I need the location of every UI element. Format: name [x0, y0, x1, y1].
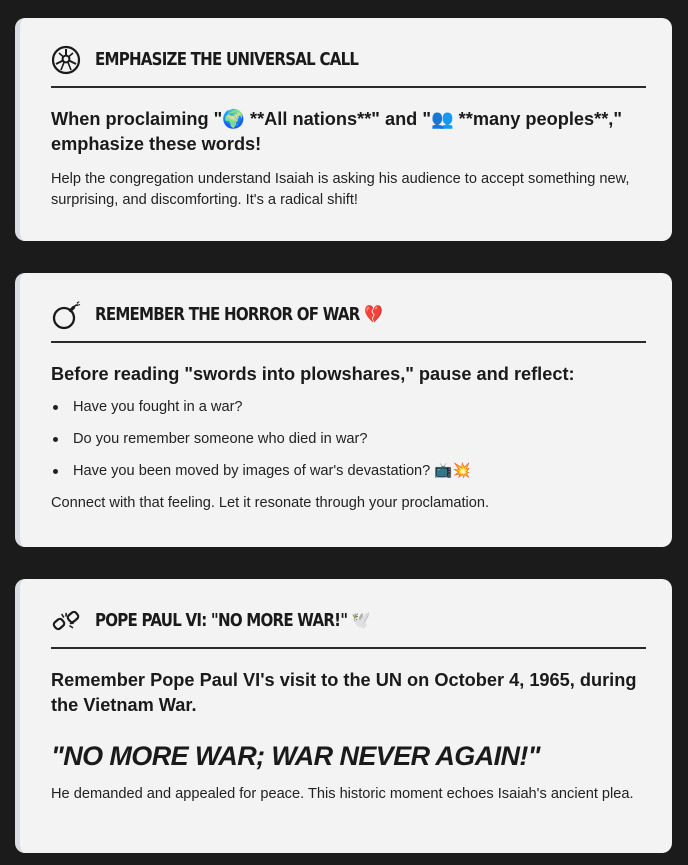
- card-body-text: Help the congregation understand Isaiah is asking his audience to accept something new, surprising, and discomforting. It's a radical shift!: [51, 171, 630, 208]
- card-title: EMPHASIZE THE UNIVERSAL CALL: [95, 50, 359, 70]
- people-circle-icon: [51, 45, 81, 75]
- card-header: [51, 40, 646, 88]
- reflection-questions-list: [51, 397, 646, 482]
- horror-of-war-card: [15, 273, 672, 547]
- bomb-icon: [51, 300, 81, 330]
- list-item: Have you been moved by images of war's devastation? 📺💥: [51, 461, 646, 482]
- card-header: [51, 601, 646, 649]
- card-title: POPE PAUL VI: "NO MORE WAR!" 🕊️: [95, 611, 370, 631]
- card-lead-text: When proclaiming "🌍 **All nations**" and "👥 **many peoples**," emphasize these words!: [51, 109, 622, 154]
- card-body-text: He demanded and appealed for peace. This historic moment echoes Isaiah's ancient plea.: [51, 786, 634, 802]
- pope-quote: "NO MORE WAR; WAR NEVER AGAIN!": [51, 741, 540, 771]
- card-lead-text: Remember Pope Paul VI's visit to the UN on October 4, 1965, during the Vietnam War.: [51, 670, 637, 715]
- broken-link-icon: [51, 606, 81, 636]
- list-item: Have you fought in a war?: [51, 397, 646, 418]
- card-header: [51, 295, 646, 343]
- universal-call-card: [15, 18, 672, 241]
- pope-paul-card: [15, 579, 672, 853]
- card-title: REMEMBER THE HORROR OF WAR 💔: [95, 305, 383, 325]
- card-closing-text: Connect with that feeling. Let it resonate through your proclamation.: [51, 495, 490, 511]
- card-lead-text: Before reading "swords into plowshares," pause and reflect:: [51, 364, 575, 384]
- list-item: Do you remember someone who died in war?: [51, 429, 646, 450]
